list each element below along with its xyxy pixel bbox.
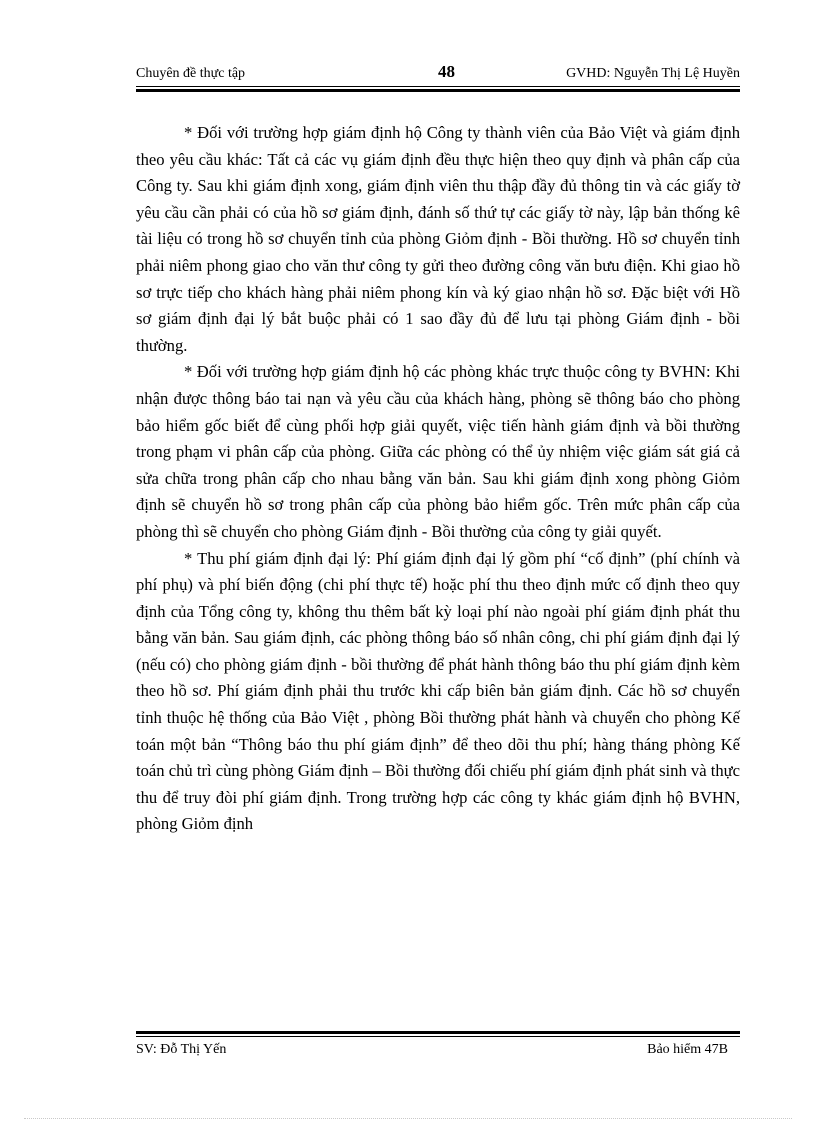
page-footer (136, 1042, 740, 1062)
header-rule-thin (136, 86, 740, 87)
footer-student: SV: Đỗ Thị Yến (136, 1042, 227, 1057)
bottom-dotted-border (24, 1118, 792, 1119)
paragraph-1: * Đối với trường hợp giám định hộ Công ty thành viên của Bảo Việt và giám định theo yêu cầu khác: Tất cả các vụ giám định đều thực hiện theo quy định và phân cấp của Công ty. Sau khi giám định xong, giám định viên thu thập đầy đủ thông tin và các giấy tờ yêu cầu cần phải có của hồ sơ giám định, đánh số thứ tự các giấy tờ này, lập bản thống kê tài liệu có trong hồ sơ chuyển tỉnh của phòng Giỏm định - Bồi thường. Hồ sơ chuyển tỉnh phải niêm phong giao cho văn thư công ty gửi theo đường công văn bưu điện. Khi giao hồ sơ trực tiếp cho khách hàng phải niêm phong kín và ký giao nhận hồ sơ. Đặc biệt với Hồ sơ giám định đại lý bắt buộc phải có 1 sao đầy đủ để lưu tại phòng Giám định - bồi thường. (136, 123, 740, 355)
header-supervisor: GVHD: Nguyễn Thị Lệ Huyền (566, 66, 740, 81)
footer-rule-thick (136, 1031, 740, 1034)
document-body (136, 120, 740, 838)
page-number: 48 (438, 62, 455, 81)
footer-rule-thin (136, 1036, 740, 1037)
footer-class: Bảo hiểm 47B (647, 1042, 728, 1057)
page-header (136, 64, 740, 86)
paragraph-2: * Đối với trường hợp giám định hộ các phòng khác trực thuộc công ty BVHN: Khi nhận được thông báo tai nạn và yêu cầu của khách hàng, phòng sẽ thông báo cho phòng bảo hiểm gốc biết để cùng phối hợp giải quyết, việc tiến hành giám định và bồi thường trong phạm vi phân cấp của phòng. Giữa các phòng có thể ủy nhiệm việc giám sát giá cả sửa chữa trong phân cấp cho nhau bằng văn bản. Sau khi giám định xong phòng Giỏm định sẽ chuyển hồ sơ trong phân cấp của phòng bảo hiểm gốc. Trên mức phân cấp của phòng thì sẽ chuyển cho phòng Giám định - Bồi thường của công ty giải quyết. (136, 362, 740, 541)
header-rule-thick (136, 89, 740, 92)
paragraph-3: * Thu phí giám định đại lý: Phí giám định đại lý gồm phí “cố định” (phí chính và phí phụ) và phí biến động (chi phí thực tế) hoặc phí thu theo định mức cố định theo quy định của Tổng công ty, không thu thêm bất kỳ loại phí nào ngoài phí giám định phát thu bằng văn bản. Sau giám định, các phòng thông báo số nhân công, chi phí giám định đại lý (nếu có) cho phòng giám định - bồi thường để phát hành thông báo thu phí giám định kèm theo hồ sơ. Phí giám định phải thu trước khi cấp biên bản giám định. Các hồ sơ chuyển tỉnh thuộc hệ thống của Bảo Việt , phòng Bồi thường phát hành và chuyển cho phòng Kế toán một bản “Thông báo thu phí giám định” để theo dõi thu phí; hàng tháng phòng Kế toán chủ trì cùng phòng Giám định – Bồi thường đối chiếu phí giám định phát sinh và thực thu để truy đòi phí giám định. Trong trường hợp các công ty khác giám định hộ BVHN, phòng Giỏm định (136, 548, 740, 834)
header-left-title: Chuyên đề thực tập (136, 66, 246, 81)
